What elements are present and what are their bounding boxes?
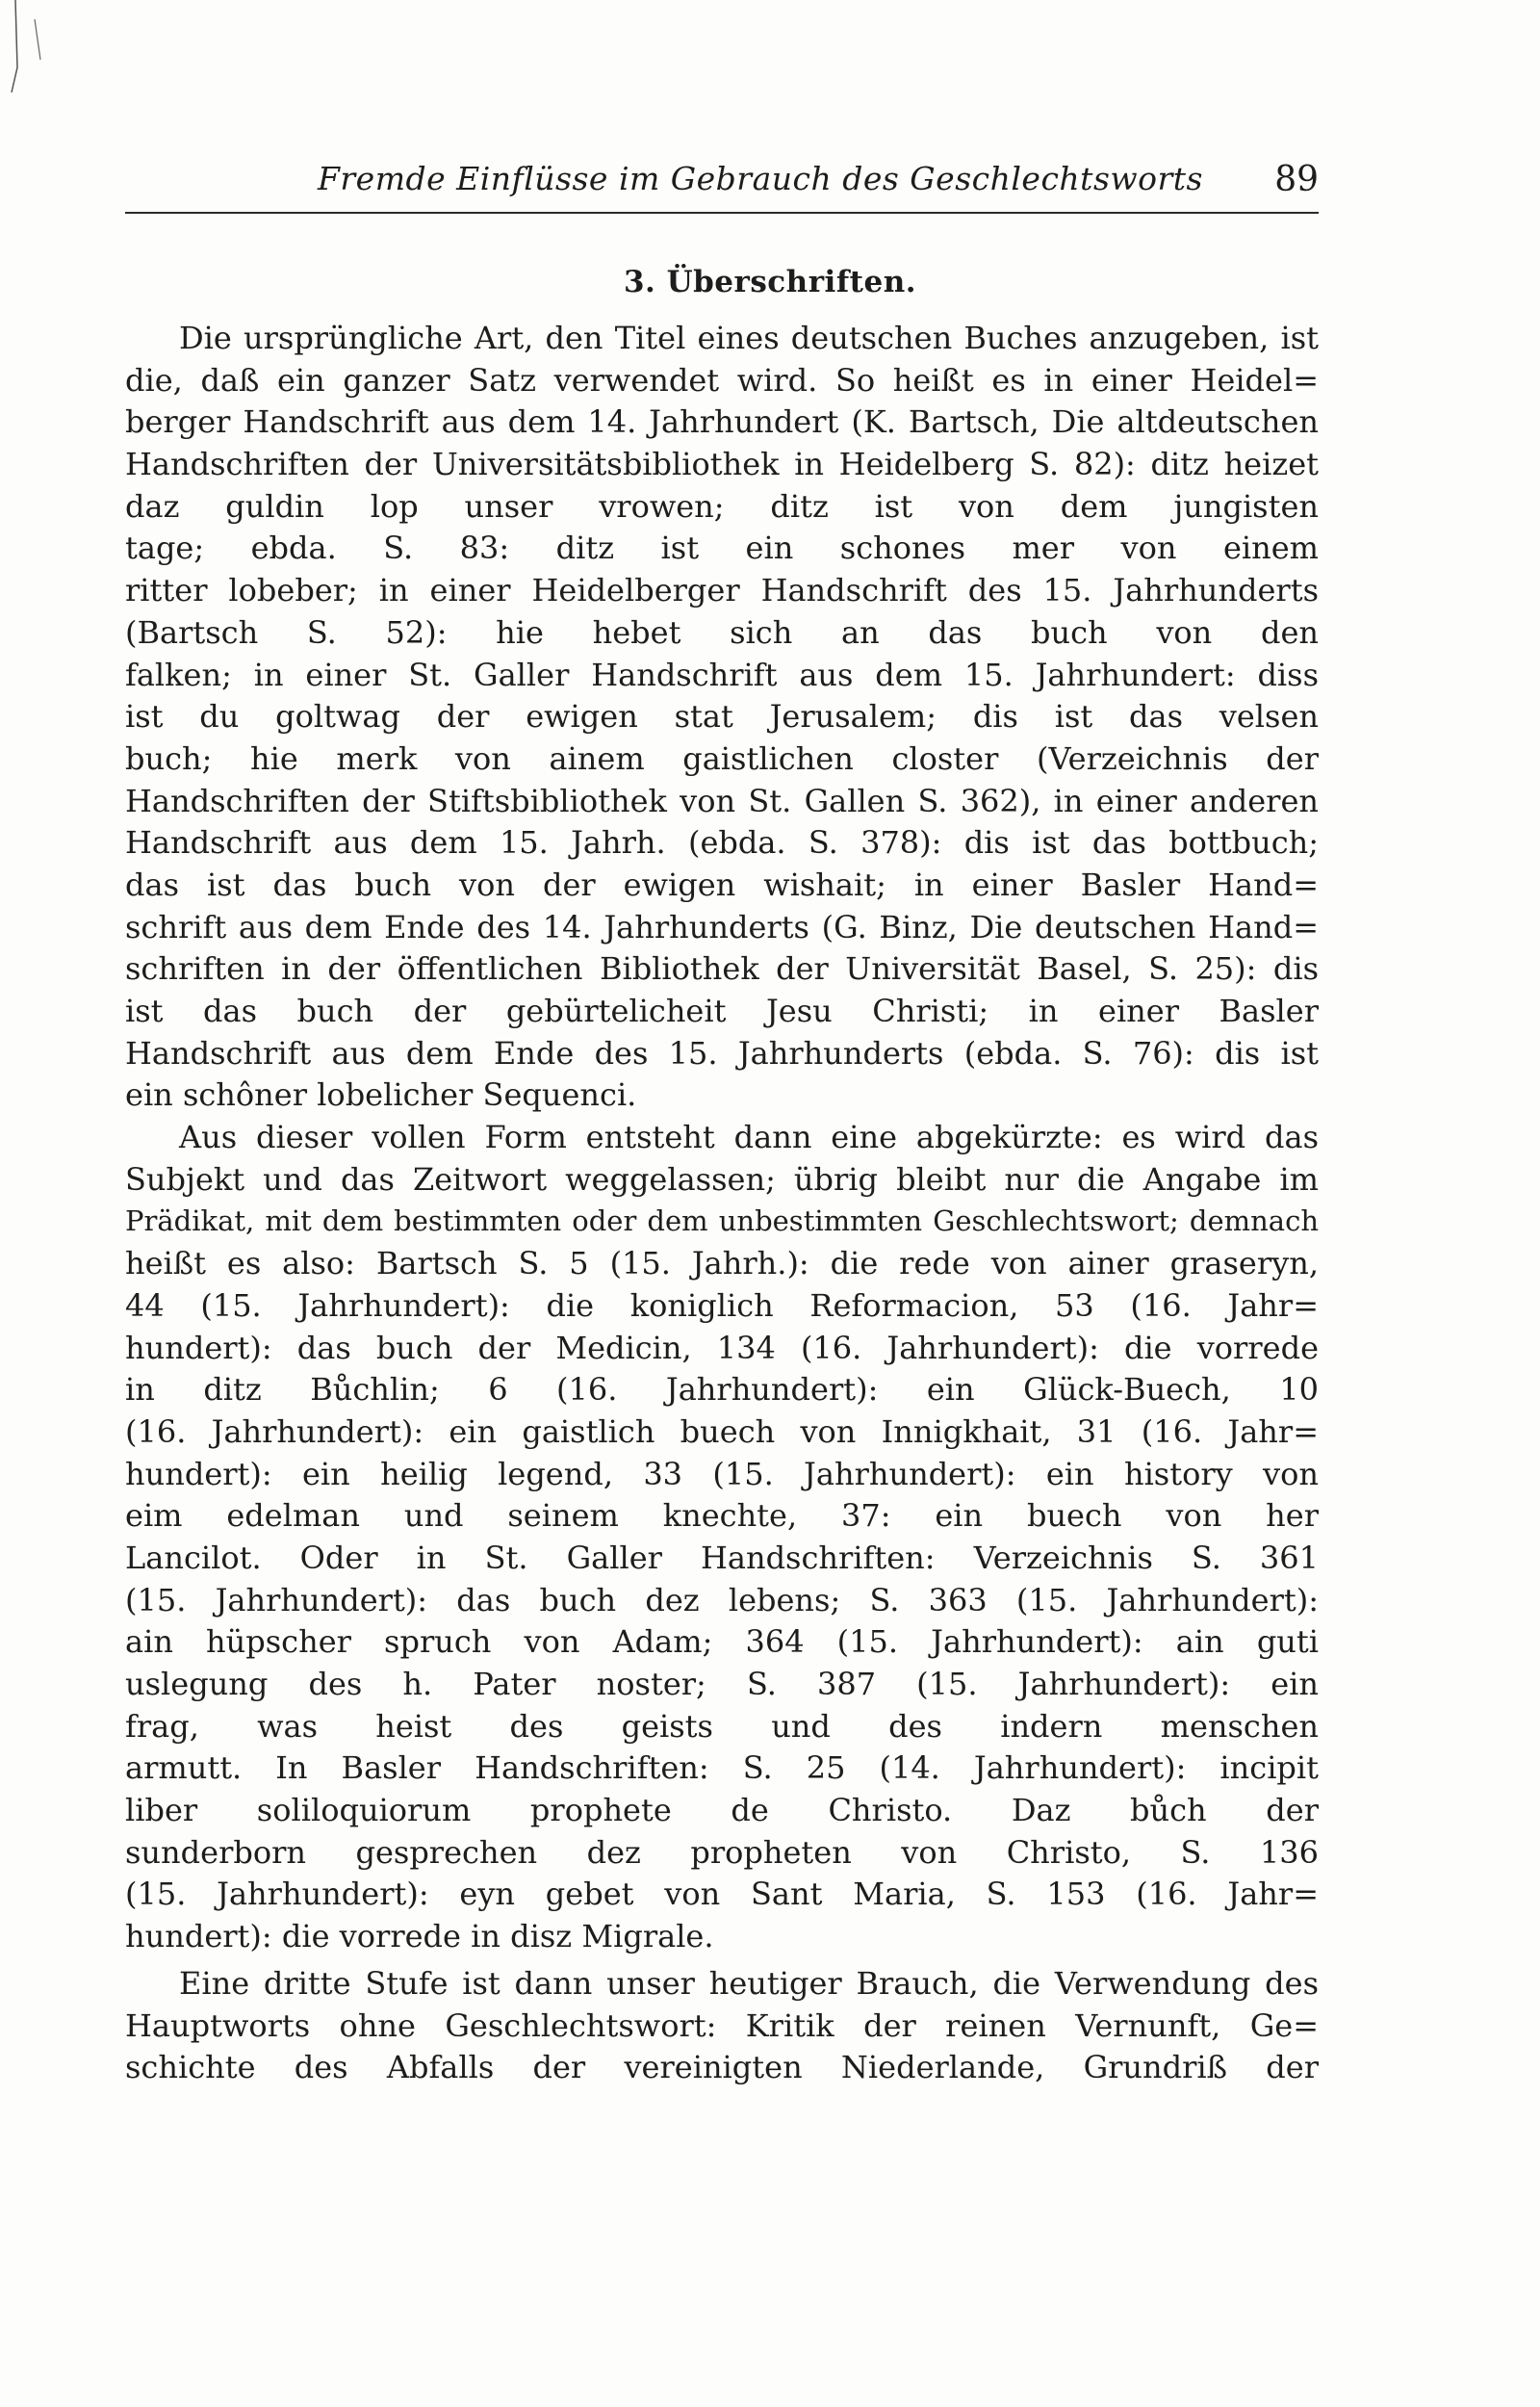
text-line: (15. Jahrhundert): eyn gebet von Sant Maria, S. 153 (16. Jahr= bbox=[125, 1876, 1319, 1913]
text-line: ain hüpscher spruch von Adam; 364 (15. Jahrhundert): ain guti bbox=[125, 1623, 1319, 1661]
text-line: sunderborn gesprechen dez propheten von Christo, S. 136 bbox=[125, 1833, 1319, 1871]
text-line: Handschrift aus dem Ende des 15. Jahrhunderts (ebda. S. 76): dis ist bbox=[125, 1034, 1319, 1072]
text-line: Subjekt und das Zeitwort weggelassen; übrig bleibt nur die Angabe im bbox=[125, 1160, 1319, 1198]
text-line: (Bartsch S. 52): hie hebet sich an das buch von den bbox=[125, 613, 1319, 651]
text-line: heißt es also: Bartsch S. 5 (15. Jahrh.): die rede von ainer graseryn, bbox=[125, 1245, 1319, 1282]
text-line: schichte des Abfalls der vereinigten Niederlande, Grundriß der bbox=[125, 2049, 1319, 2086]
text-line: ist das buch der gebürtelicheit Jesu Christi; in einer Basler bbox=[125, 993, 1319, 1029]
text-line: frag, was heist des geists und des indern menschen bbox=[125, 1707, 1319, 1745]
text-line: eim edelman und seinem knechte, 37: ein buech von her bbox=[125, 1497, 1319, 1535]
text-line: ist du goltwag der ewigen stat Jerusalem; dis ist das velsen bbox=[125, 698, 1319, 736]
text-line: hundert): die vorrede in disz Migrale. bbox=[125, 1918, 714, 1955]
text-line: tage; ebda. S. 83: ditz ist ein schones mer von einem bbox=[125, 530, 1319, 567]
text-line: Handschrift aus dem 15. Jahrh. (ebda. S. 378): dis ist das bottbuch; bbox=[125, 824, 1319, 862]
body-text bbox=[125, 318, 1319, 2089]
text-line: Die ursprüngliche Art, den Titel eines deutschen Buches anzugeben, ist bbox=[179, 320, 1319, 356]
text-line: Eine dritte Stufe ist dann unser heutiger Brauch, die Verwendung des bbox=[179, 1964, 1319, 2002]
text-line: 44 (15. Jahrhundert): die koniglich Reformacion, 53 (16. Jahr= bbox=[125, 1286, 1319, 1324]
margin-pencil-mark bbox=[8, 0, 46, 106]
text-line: armutt. In Basler Handschriften: S. 25 (14. Jahrhundert): incipit bbox=[125, 1749, 1319, 1787]
text-line: Lancilot. Oder in St. Galler Handschriften: Verzeichnis S. 361 bbox=[125, 1539, 1319, 1576]
section-heading: 3. Überschriften. bbox=[623, 265, 917, 299]
text-line: die, daß ein ganzer Satz verwendet wird. So heißt es in einer Heidel= bbox=[125, 361, 1319, 399]
running-header bbox=[125, 154, 1319, 214]
text-line: liber soliloquiorum prophete de Christo. Daz bůch der bbox=[125, 1792, 1319, 1829]
page-number: 89 bbox=[1274, 160, 1319, 199]
text-line: hundert): ein heilig legend, 33 (15. Jahrhundert): ein history von bbox=[125, 1455, 1319, 1492]
text-line: buch; hie merk von ainem gaistlichen closter (Verzeichnis der bbox=[125, 739, 1319, 777]
text-line: Handschriften der Stiftsbibliothek von St. Gallen S. 362), in einer anderen bbox=[125, 782, 1319, 819]
text-line: das ist das buch von der ewigen wishait; in einer Basler Hand= bbox=[125, 866, 1319, 903]
text-line: schriften in der öffentlichen Bibliothek der Universität Basel, S. 25): dis bbox=[125, 950, 1319, 988]
text-line: Hauptworts ohne Geschlechtswort: Kritik der reinen Vernunft, Ge= bbox=[125, 2006, 1319, 2044]
text-line: in ditz Bůchlin; 6 (16. Jahrhundert): ein Glück-Buech, 10 bbox=[125, 1371, 1319, 1409]
text-line: schrift aus dem Ende des 14. Jahrhunderts (G. Binz, Die deutschen Hand= bbox=[125, 908, 1319, 945]
text-line: berger Handschrift aus dem 14. Jahrhundert (K. Bartsch, Die altdeutschen bbox=[125, 403, 1319, 441]
text-line: uslegung des h. Pater noster; S. 387 (15. Jahrhundert): ein bbox=[125, 1666, 1319, 1702]
text-line: (15. Jahrhundert): das buch dez lebens; S. 363 (15. Jahrhundert): bbox=[125, 1581, 1319, 1618]
text-line: ein schôner lobelicher Sequenci. bbox=[125, 1076, 637, 1114]
running-title: Fremde Einflüsse im Gebrauch des Geschlechtsworts bbox=[318, 160, 1203, 197]
text-line: Prädikat, mit dem bestimmten oder dem unbestimmten Geschlechtswort; demnach bbox=[125, 1204, 1319, 1238]
text-line: Handschriften der Universitätsbibliothek in Heidelberg S. 82): ditz heizet bbox=[125, 446, 1319, 483]
text-line: hundert): das buch der Medicin, 134 (16. Jahrhundert): die vorrede bbox=[125, 1329, 1319, 1366]
text-line: (16. Jahrhundert): ein gaistlich buech von Innigkhait, 31 (16. Jahr= bbox=[125, 1412, 1319, 1450]
text-line: Aus dieser vollen Form entsteht dann eine abgekürzte: es wird das bbox=[179, 1119, 1319, 1156]
text-line: falken; in einer St. Galler Handschrift aus dem 15. Jahrhundert: diss bbox=[125, 656, 1319, 693]
text-line: ritter lobeber; in einer Heidelberger Handschrift des 15. Jahrhunderts bbox=[125, 572, 1319, 609]
text-line: daz guldin lop unser vrowen; ditz ist von dem jungisten bbox=[125, 487, 1319, 525]
